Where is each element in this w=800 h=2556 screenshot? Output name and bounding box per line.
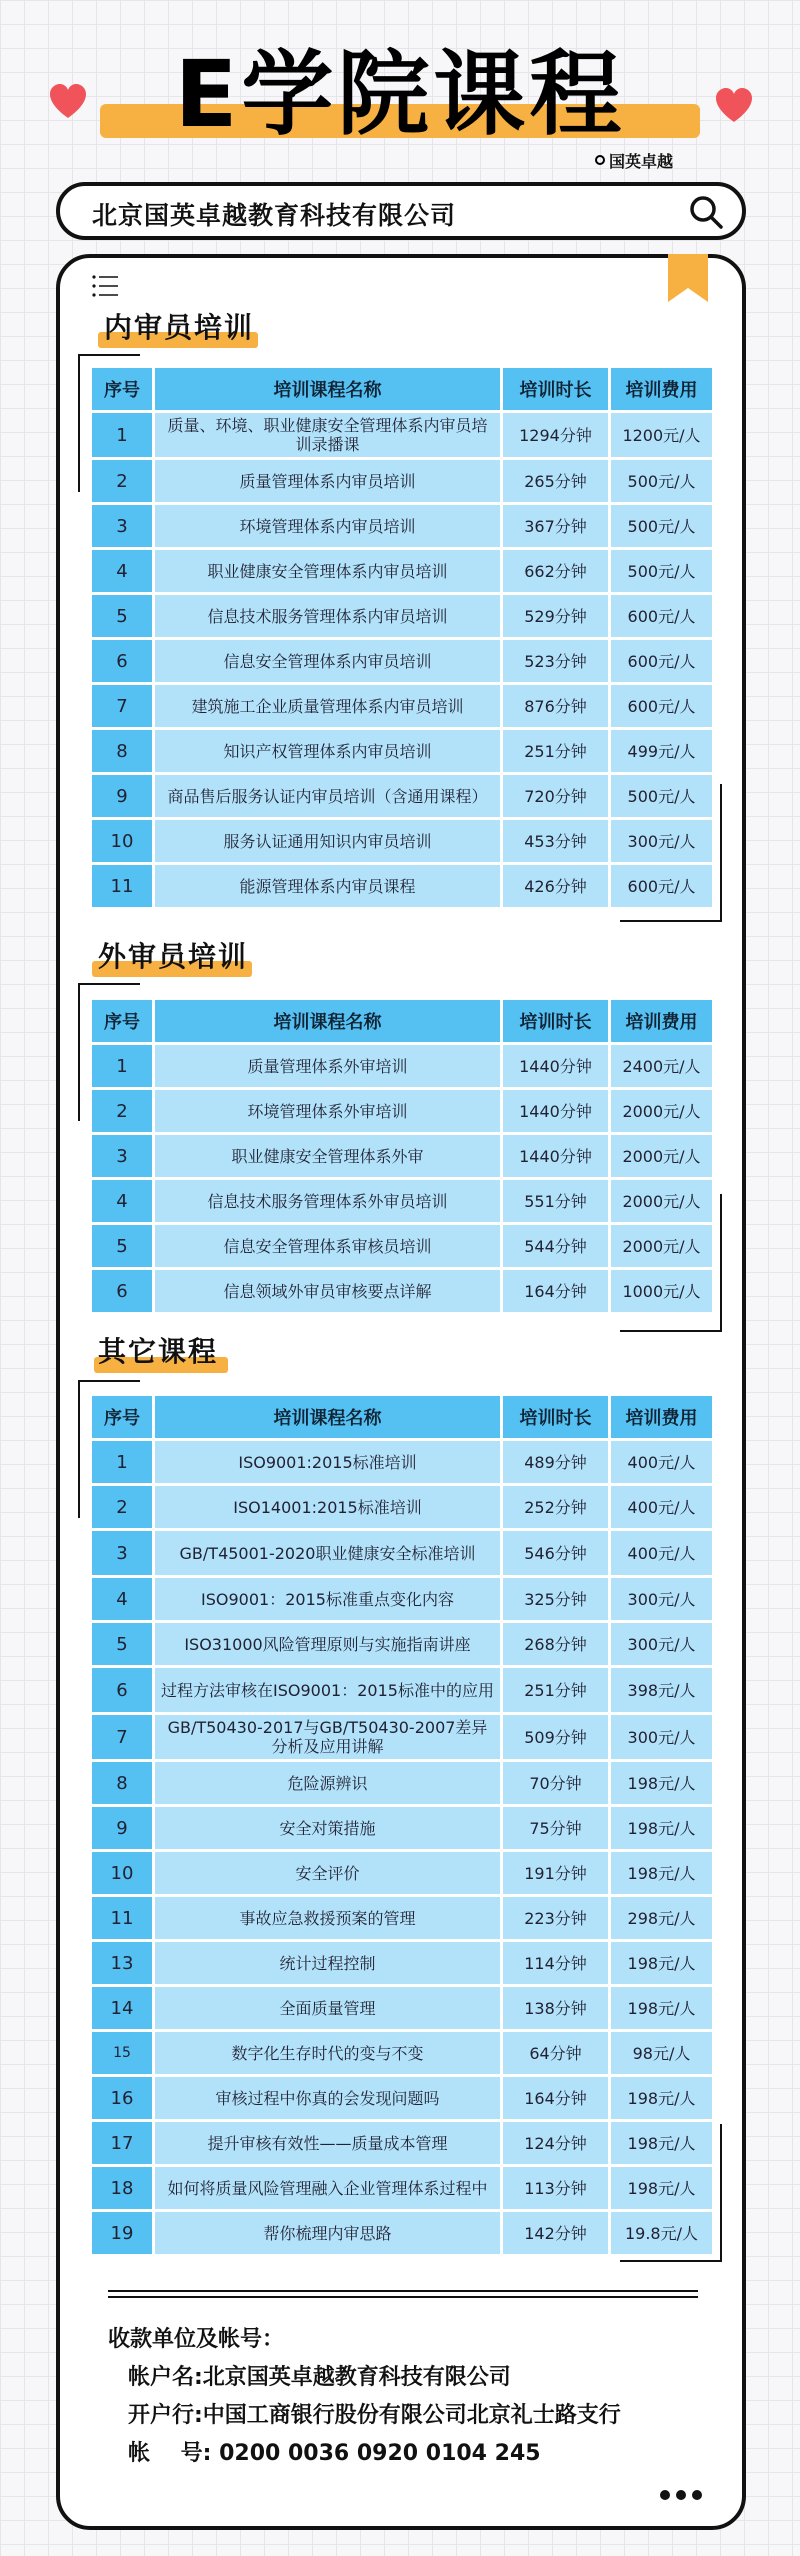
- course-name: ISO14001:2015标准培训: [152, 1486, 500, 1528]
- course-duration: 252分钟: [500, 1486, 608, 1528]
- course-name: 知识产权管理体系内审员培训: [152, 730, 500, 772]
- course-name: 统计过程控制: [152, 1942, 500, 1984]
- brand-logo: [595, 149, 705, 171]
- course-name: 信息安全管理体系内审员培训: [152, 640, 500, 682]
- course-fee: 2000元/人: [608, 1225, 712, 1267]
- course-name: 如何将质量风险管理融入企业管理体系过程中: [152, 2167, 500, 2209]
- course-fee: 198元/人: [608, 1762, 712, 1804]
- column-header-no: 序号: [92, 1000, 152, 1042]
- row-number: 3: [92, 1531, 152, 1575]
- course-fee: 499元/人: [608, 730, 712, 772]
- course-fee: 98元/人: [608, 2032, 712, 2074]
- course-name: 能源管理体系内审员课程: [152, 865, 500, 907]
- course-fee: 600元/人: [608, 685, 712, 727]
- column-header-name: 培训课程名称: [152, 1000, 500, 1042]
- course-name: 环境管理体系外审培训: [152, 1090, 500, 1132]
- column-header-fee: 培训费用: [608, 1396, 712, 1438]
- menu-icon[interactable]: [92, 274, 120, 298]
- table-row: [92, 1715, 712, 1759]
- table-row: [92, 1807, 712, 1849]
- table-row: [92, 2077, 712, 2119]
- row-number: 9: [92, 1807, 152, 1849]
- course-name: 帮你梳理内审思路: [152, 2212, 500, 2254]
- row-number: 1: [92, 1441, 152, 1483]
- more-options-icon[interactable]: [660, 2490, 702, 2500]
- course-fee: 198元/人: [608, 1942, 712, 1984]
- course-fee: 300元/人: [608, 1715, 712, 1759]
- course-duration: 509分钟: [500, 1715, 608, 1759]
- course-duration: 268分钟: [500, 1623, 608, 1665]
- course-name: ISO9001：2015标准重点变化内容: [152, 1578, 500, 1620]
- column-header-name: 培训课程名称: [152, 368, 500, 410]
- table-row: [92, 413, 712, 457]
- row-number: 2: [92, 460, 152, 502]
- course-name: 审核过程中你真的会发现问题吗: [152, 2077, 500, 2119]
- course-duration: 75分钟: [500, 1807, 608, 1849]
- course-duration: 529分钟: [500, 595, 608, 637]
- course-duration: 138分钟: [500, 1987, 608, 2029]
- row-number: 1: [92, 413, 152, 457]
- row-number: 4: [92, 550, 152, 592]
- course-name: 信息技术服务管理体系外审员培训: [152, 1180, 500, 1222]
- course-name: 服务认证通用知识内审员培训: [152, 820, 500, 862]
- course-name: 信息技术服务管理体系内审员培训: [152, 595, 500, 637]
- course-name: 职业健康安全管理体系外审: [152, 1135, 500, 1177]
- course-duration: 876分钟: [500, 685, 608, 727]
- table-row: [92, 820, 712, 862]
- course-duration: 265分钟: [500, 460, 608, 502]
- section-title: 内审员培训: [104, 311, 255, 344]
- page-title: E学院课程: [174, 41, 626, 148]
- course-duration: 70分钟: [500, 1762, 608, 1804]
- table-row: [92, 550, 712, 592]
- course-table: [92, 997, 712, 1315]
- course-duration: 662分钟: [500, 550, 608, 592]
- table-row: [92, 1578, 712, 1620]
- table-row: [92, 1441, 712, 1483]
- course-duration: 523分钟: [500, 640, 608, 682]
- course-duration: 720分钟: [500, 775, 608, 817]
- course-duration: 1294分钟: [500, 413, 608, 457]
- course-duration: 1440分钟: [500, 1045, 608, 1087]
- course-fee: 600元/人: [608, 595, 712, 637]
- course-duration: 1440分钟: [500, 1090, 608, 1132]
- course-duration: 544分钟: [500, 1225, 608, 1267]
- course-fee: 198元/人: [608, 2077, 712, 2119]
- table-row: [92, 1270, 712, 1312]
- table-row: [92, 1225, 712, 1267]
- course-name: 质量管理体系内审员培训: [152, 460, 500, 502]
- table-row: [92, 1762, 712, 1804]
- row-number: 3: [92, 1135, 152, 1177]
- search-icon[interactable]: [688, 194, 724, 230]
- course-fee: 398元/人: [608, 1668, 712, 1712]
- course-duration: 164分钟: [500, 1270, 608, 1312]
- row-number: 7: [92, 1715, 152, 1759]
- table-row: [92, 1531, 712, 1575]
- course-name: 过程方法审核在ISO9001：2015标准中的应用: [152, 1668, 500, 1712]
- row-number: 14: [92, 1987, 152, 2029]
- column-header-name: 培训课程名称: [152, 1396, 500, 1438]
- course-name: 信息安全管理体系审核员培训: [152, 1225, 500, 1267]
- table-header-row: [92, 368, 712, 410]
- course-fee: 19.8元/人: [608, 2212, 712, 2254]
- course-fee: 400元/人: [608, 1441, 712, 1483]
- course-fee: 500元/人: [608, 505, 712, 547]
- column-header-fee: 培训费用: [608, 1000, 712, 1042]
- course-fee: 1000元/人: [608, 1270, 712, 1312]
- row-number: 9: [92, 775, 152, 817]
- table-row: [92, 685, 712, 727]
- search-text: 北京国英卓越教育科技有限公司: [92, 201, 457, 230]
- course-name: 危险源辨识: [152, 1762, 500, 1804]
- column-header-fee: 培训费用: [608, 368, 712, 410]
- bookmark-icon[interactable]: [666, 254, 710, 304]
- course-fee: 600元/人: [608, 640, 712, 682]
- table-row: [92, 1942, 712, 1984]
- course-duration: 546分钟: [500, 1531, 608, 1575]
- row-number: 5: [92, 1623, 152, 1665]
- course-name: 建筑施工企业质量管理体系内审员培训: [152, 685, 500, 727]
- course-fee: 400元/人: [608, 1486, 712, 1528]
- course-name: 全面质量管理: [152, 1987, 500, 2029]
- course-fee: 600元/人: [608, 865, 712, 907]
- course-duration: 223分钟: [500, 1897, 608, 1939]
- course-fee: 300元/人: [608, 1623, 712, 1665]
- course-name: ISO31000风险管理原则与实施指南讲座: [152, 1623, 500, 1665]
- table-row: [92, 1180, 712, 1222]
- divider: [108, 2290, 698, 2292]
- course-fee: 198元/人: [608, 2122, 712, 2164]
- table-row: [92, 2167, 712, 2209]
- row-number: 13: [92, 1942, 152, 1984]
- column-header-duration: 培训时长: [500, 1396, 608, 1438]
- row-number: 4: [92, 1180, 152, 1222]
- row-number: 3: [92, 505, 152, 547]
- course-duration: 124分钟: [500, 2122, 608, 2164]
- course-duration: 367分钟: [500, 505, 608, 547]
- table-row: [92, 1852, 712, 1894]
- course-duration: 164分钟: [500, 2077, 608, 2119]
- course-duration: 142分钟: [500, 2212, 608, 2254]
- course-name: 安全对策措施: [152, 1807, 500, 1849]
- row-number: 19: [92, 2212, 152, 2254]
- row-number: 18: [92, 2167, 152, 2209]
- row-number: 5: [92, 1225, 152, 1267]
- course-name: 安全评价: [152, 1852, 500, 1894]
- brand-mark-icon: [595, 155, 605, 165]
- table-row: [92, 1987, 712, 2029]
- row-number: 15: [92, 2032, 152, 2074]
- row-number: 10: [92, 1852, 152, 1894]
- course-duration: 489分钟: [500, 1441, 608, 1483]
- table-row: [92, 730, 712, 772]
- course-table: [92, 1393, 712, 2257]
- course-fee: 198元/人: [608, 2167, 712, 2209]
- search-bar[interactable]: [56, 182, 746, 240]
- course-name: 质量管理体系外审培训: [152, 1045, 500, 1087]
- table-row: [92, 1668, 712, 1712]
- course-fee: 198元/人: [608, 1987, 712, 2029]
- row-number: 6: [92, 1270, 152, 1312]
- column-header-no: 序号: [92, 1396, 152, 1438]
- course-duration: 64分钟: [500, 2032, 608, 2074]
- row-number: 5: [92, 595, 152, 637]
- course-fee: 300元/人: [608, 1578, 712, 1620]
- column-header-duration: 培训时长: [500, 1000, 608, 1042]
- table-row: [92, 595, 712, 637]
- table-row: [92, 505, 712, 547]
- course-table: [92, 365, 712, 910]
- course-name: ISO9001:2015标准培训: [152, 1441, 500, 1483]
- bank-name: 开户行:中国工商银行股份有限公司北京礼士路支行: [128, 2403, 621, 2428]
- course-duration: 191分钟: [500, 1852, 608, 1894]
- course-duration: 1440分钟: [500, 1135, 608, 1177]
- dot: [692, 2490, 702, 2500]
- course-fee: 2400元/人: [608, 1045, 712, 1087]
- course-duration: 114分钟: [500, 1942, 608, 1984]
- table-row: [92, 2122, 712, 2164]
- course-name: 商品售后服务认证内审员培训（含通用课程）: [152, 775, 500, 817]
- course-name: 数字化生存时代的变与不变: [152, 2032, 500, 2074]
- course-fee: 500元/人: [608, 460, 712, 502]
- table-row: [92, 775, 712, 817]
- course-fee: 2000元/人: [608, 1180, 712, 1222]
- table-header-row: [92, 1000, 712, 1042]
- table-row: [92, 460, 712, 502]
- table-row: [92, 2212, 712, 2254]
- course-duration: 251分钟: [500, 1668, 608, 1712]
- dot: [676, 2490, 686, 2500]
- course-duration: 325分钟: [500, 1578, 608, 1620]
- course-fee: 1200元/人: [608, 413, 712, 457]
- table-row: [92, 1623, 712, 1665]
- course-fee: 400元/人: [608, 1531, 712, 1575]
- course-name: 事故应急救援预案的管理: [152, 1897, 500, 1939]
- table-row: [92, 2032, 712, 2074]
- account-number: 帐 号: 0200 0036 0920 0104 245: [128, 2441, 541, 2466]
- table-row: [92, 1897, 712, 1939]
- row-number: 11: [92, 1897, 152, 1939]
- column-header-duration: 培训时长: [500, 368, 608, 410]
- course-duration: 113分钟: [500, 2167, 608, 2209]
- row-number: 8: [92, 730, 152, 772]
- course-duration: 551分钟: [500, 1180, 608, 1222]
- section-title: 其它课程: [98, 1335, 219, 1368]
- row-number: 11: [92, 865, 152, 907]
- table-header-row: [92, 1396, 712, 1438]
- course-fee: 300元/人: [608, 820, 712, 862]
- brand-name: 国英卓越: [609, 151, 674, 171]
- row-number: 16: [92, 2077, 152, 2119]
- column-header-no: 序号: [92, 368, 152, 410]
- row-number: 6: [92, 1668, 152, 1712]
- table-row: [92, 1090, 712, 1132]
- course-fee: 500元/人: [608, 550, 712, 592]
- course-name: GB/T45001-2020职业健康安全标准培训: [152, 1531, 500, 1575]
- divider: [108, 2296, 698, 2298]
- course-name: 环境管理体系内审员培训: [152, 505, 500, 547]
- section-title: 外审员培训: [98, 940, 249, 973]
- course-name: 职业健康安全管理体系内审员培训: [152, 550, 500, 592]
- course-fee: 2000元/人: [608, 1135, 712, 1177]
- row-number: 17: [92, 2122, 152, 2164]
- course-fee: 298元/人: [608, 1897, 712, 1939]
- row-number: 7: [92, 685, 152, 727]
- row-number: 6: [92, 640, 152, 682]
- row-number: 4: [92, 1578, 152, 1620]
- row-number: 2: [92, 1090, 152, 1132]
- course-name: GB/T50430-2017与GB/T50430-2007差异分析及应用讲解: [152, 1715, 500, 1759]
- course-duration: 251分钟: [500, 730, 608, 772]
- dot: [660, 2490, 670, 2500]
- table-row: [92, 1486, 712, 1528]
- course-fee: 500元/人: [608, 775, 712, 817]
- payment-title: 收款单位及帐号：: [108, 2327, 285, 2352]
- course-fee: 198元/人: [608, 1807, 712, 1849]
- course-duration: 453分钟: [500, 820, 608, 862]
- row-number: 2: [92, 1486, 152, 1528]
- course-fee: 198元/人: [608, 1852, 712, 1894]
- table-row: [92, 640, 712, 682]
- course-name: 质量、环境、职业健康安全管理体系内审员培训录播课: [152, 413, 500, 457]
- account-name: 帐户名:北京国英卓越教育科技有限公司: [128, 2365, 511, 2390]
- row-number: 1: [92, 1045, 152, 1087]
- course-name: 提升审核有效性——质量成本管理: [152, 2122, 500, 2164]
- row-number: 10: [92, 820, 152, 862]
- course-fee: 2000元/人: [608, 1090, 712, 1132]
- table-row: [92, 1045, 712, 1087]
- course-duration: 426分钟: [500, 865, 608, 907]
- course-name: 信息领域外审员审核要点详解: [152, 1270, 500, 1312]
- table-row: [92, 1135, 712, 1177]
- table-row: [92, 865, 712, 907]
- row-number: 8: [92, 1762, 152, 1804]
